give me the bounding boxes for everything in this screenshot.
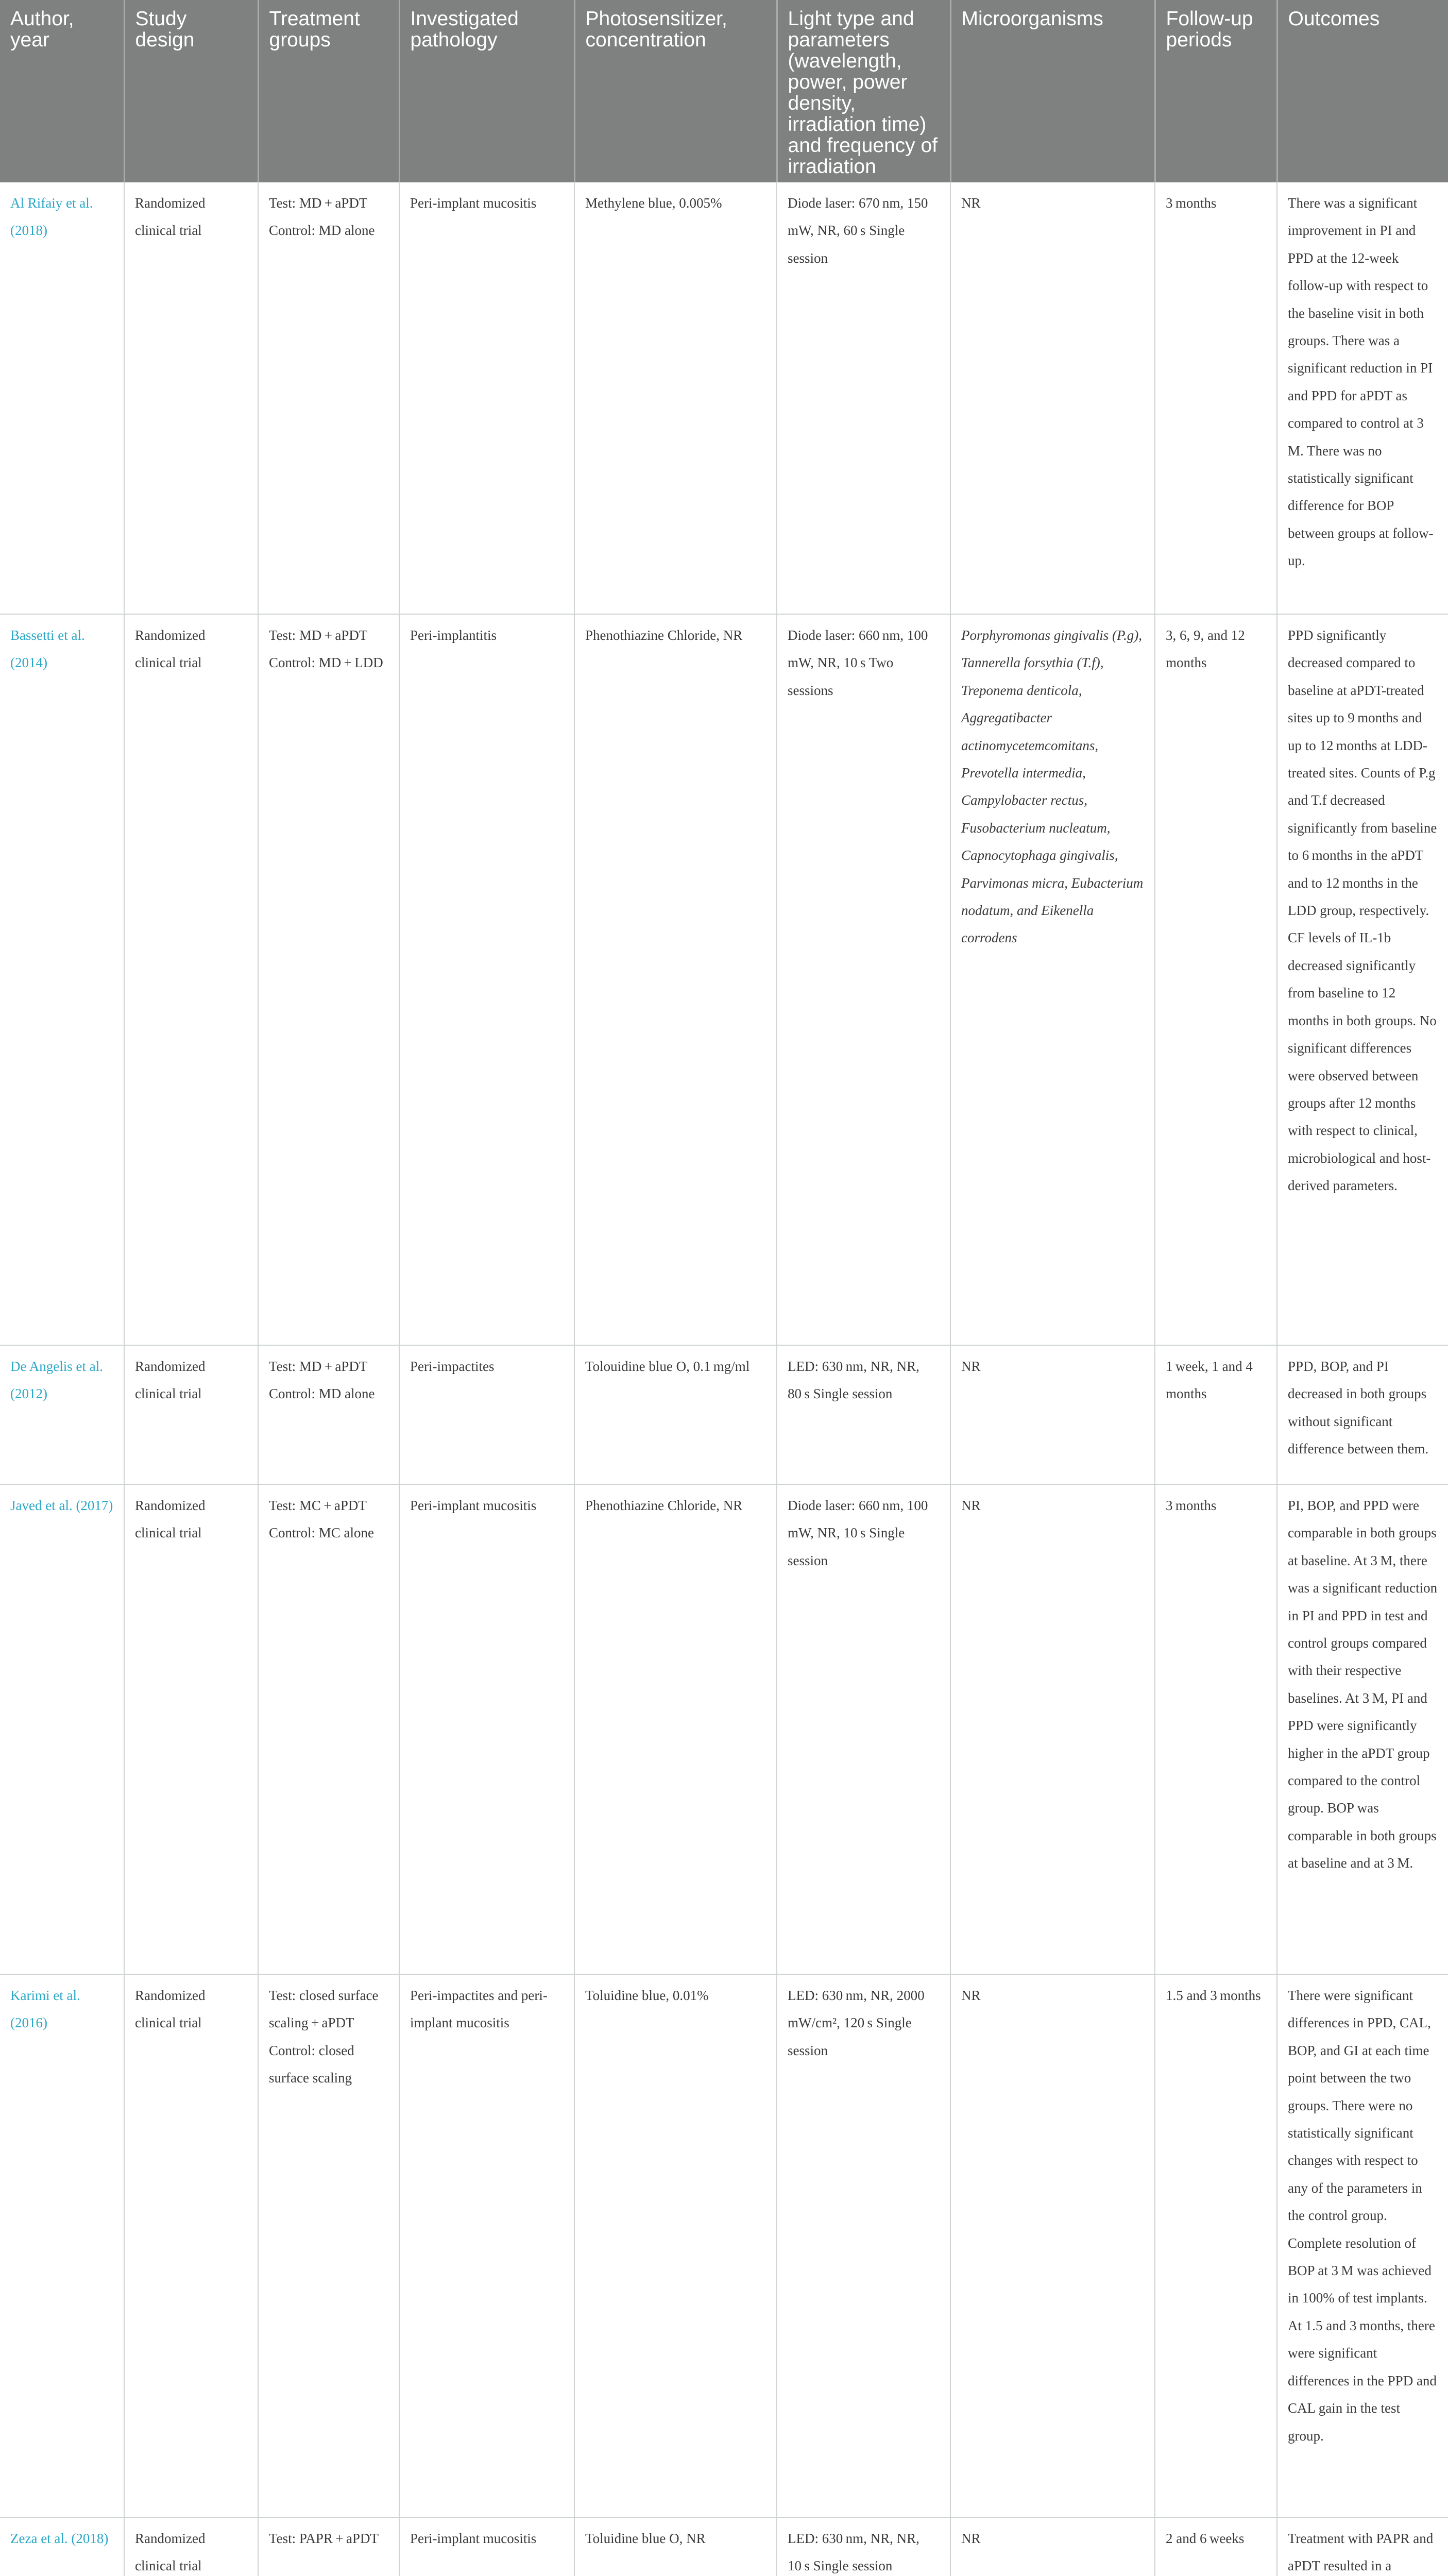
pathology-cell: Peri-impactites and peri-implant mucositis — [399, 1974, 574, 2517]
light-parameters-cell: Diode laser: 660 nm, 100 mW, NR, 10 s Two sessions — [777, 614, 950, 1345]
treatment-groups-cell — [258, 2517, 399, 2576]
col-header-author: Author, year — [0, 0, 124, 182]
author-link[interactable]: De Angelis et al. (2012) — [0, 1345, 124, 1484]
col-header-photosensitizer: Photosensitizer, concentration — [574, 0, 777, 182]
col-header-microorganisms: Microorganisms — [950, 0, 1155, 182]
follow-up-cell: 3 months — [1155, 1484, 1277, 1974]
outcomes-cell: There was a significant improvement in PI and PPD at the 12-week follow-up with respect to the baseline visit in both groups. There was a significant reduction in PI and PPD for aPDT as compared to control at 3 M. There was no statistically significant difference for BOP between groups at follow-up. — [1277, 182, 1448, 614]
follow-up-cell: 3, 6, 9, and 12 months — [1155, 614, 1277, 1345]
col-header-outcomes: Outcomes — [1277, 0, 1448, 182]
study-design-cell: Randomized clinical trial — [124, 1345, 258, 1484]
pathology-cell: Peri-implant mucositis — [399, 2517, 574, 2576]
pathology-cell: Peri-implantitis — [399, 614, 574, 1345]
treatment-control: Control: MD + LDD — [269, 655, 383, 671]
treatment-control: Control: MC alone — [269, 1525, 374, 1541]
follow-up-cell: 2 and 6 weeks — [1155, 2517, 1277, 2576]
author-link[interactable]: Al Rifaiy et al. (2018) — [0, 182, 124, 614]
author-link[interactable]: Zeza et al. (2018) — [0, 2517, 124, 2576]
light-parameters-cell: LED: 630 nm, NR, 2000 mW/cm², 120 s Single session — [777, 1974, 950, 2517]
col-header-light-parameters: Light type and parameters (wavelength, power, power density, irradiation time) and frequency of irradiation — [777, 0, 950, 182]
photosensitizer-cell: Toluidine blue O, NR — [574, 2517, 777, 2576]
microorganisms-cell: NR — [950, 1345, 1155, 1484]
treatment-control: Control: MD alone — [269, 1386, 375, 1402]
follow-up-cell: 1.5 and 3 months — [1155, 1974, 1277, 2517]
col-header-pathology: Investigated pathology — [399, 0, 574, 182]
study-design-cell: Randomized clinical trial — [124, 1484, 258, 1974]
table-row — [0, 614, 1448, 1345]
light-parameters-cell: LED: 630 nm, NR, NR, 10 s Single session — [777, 2517, 950, 2576]
follow-up-cell: 1 week, 1 and 4 months — [1155, 1345, 1277, 1484]
microorganisms-cell: NR — [950, 182, 1155, 614]
study-design-cell: Randomized clinical trial — [124, 1974, 258, 2517]
table-row — [0, 2517, 1448, 2576]
outcomes-cell: There were significant differences in PPD, CAL, BOP, and GI at each time point between the two groups. There were no statistically significant changes with respect to any of the parameters in the control group. Complete resolution of BOP at 3 M was achieved in 100% of test implants. At 1.5 and 3 months, there were significant differences in the PPD and CAL gain in the test group. — [1277, 1974, 1448, 2517]
study-design-cell: Randomized clinical trial — [124, 2517, 258, 2576]
photosensitizer-cell: Phenothiazine Chloride, NR — [574, 614, 777, 1345]
photosensitizer-cell: Tolouidine blue O, 0.1 mg/ml — [574, 1345, 777, 1484]
outcomes-cell: PPD significantly decreased compared to baseline at aPDT-treated sites up to 9 months and up to 12 months at LDD-treated sites. Counts of P.g and T.f decreased significantly from baseline to 6 months in the aPDT and to 12 months in the LDD group, respectively. CF levels of IL-1b decreased significantly from baseline to 12 months in both groups. No significant differences were observed between groups after 12 months with respect to clinical, microbiological and host-derived parameters. — [1277, 614, 1448, 1345]
photosensitizer-cell: Toluidine blue, 0.01% — [574, 1974, 777, 2517]
table-row — [0, 1974, 1448, 2517]
microorganisms-cell: NR — [950, 2517, 1155, 2576]
table-row — [0, 182, 1448, 614]
treatment-control: Control: MD alone — [269, 223, 375, 239]
study-design-cell: Randomized clinical trial — [124, 182, 258, 614]
treatment-test: Test: MD + aPDT — [269, 1359, 368, 1374]
treatment-groups-cell — [258, 614, 399, 1345]
outcomes-cell: PI, BOP, and PPD were comparable in both groups at baseline. At 3 M, there was a significant reduction in PI and PPD in test and control groups compared with their respective baselines. At 3 M, PI and PPD were significantly higher in the aPDT group compared to the control group. BOP was comparable in both groups at baseline and at 3 M. — [1277, 1484, 1448, 1974]
pathology-cell: Peri-impactites — [399, 1345, 574, 1484]
treatment-groups-cell — [258, 1484, 399, 1974]
treatment-test: Test: MD + aPDT — [269, 195, 368, 211]
col-header-study-design: Study design — [124, 0, 258, 182]
microorganisms-cell: NR — [950, 1484, 1155, 1974]
outcomes-cell: Treatment with PAPR and aPDT resulted in a — [1277, 2517, 1448, 2576]
pathology-cell: Peri-implant mucositis — [399, 1484, 574, 1974]
author-link[interactable]: Bassetti et al. (2014) — [0, 614, 124, 1345]
study-design-cell: Randomized clinical trial — [124, 614, 258, 1345]
table-row — [0, 1484, 1448, 1974]
photosensitizer-cell: Methylene blue, 0.005% — [574, 182, 777, 614]
pathology-cell: Peri-implant mucositis — [399, 182, 574, 614]
treatment-groups-cell — [258, 182, 399, 614]
treatment-test: Test: MC + aPDT — [269, 1498, 367, 1513]
light-parameters-cell: LED: 630 nm, NR, NR, 80 s Single session — [777, 1345, 950, 1484]
treatment-groups-cell — [258, 1974, 399, 2517]
light-parameters-cell: Diode laser: 670 nm, 150 mW, NR, 60 s Single session — [777, 182, 950, 614]
photosensitizer-cell: Phenothiazine Chloride, NR — [574, 1484, 777, 1974]
author-link[interactable]: Javed et al. (2017) — [0, 1484, 124, 1974]
follow-up-cell: 3 months — [1155, 182, 1277, 614]
light-parameters-cell: Diode laser: 660 nm, 100 mW, NR, 10 s Single session — [777, 1484, 950, 1974]
microorganisms-cell: Porphyromonas gingivalis (P.g), Tannerella forsythia (T.f), Treponema denticola, Aggregatibacter actinomycetemcomitans, Prevotella intermedia, Campylobacter rectus, Fusobacterium nucleatum, Capnocytophaga gingivalis, Parvimonas micra, Eubacterium nodatum, and Eikenella corrodens — [950, 614, 1155, 1345]
treatment-control: Control: closed surface scaling — [269, 2042, 354, 2086]
col-header-follow-up: Follow-up periods — [1155, 0, 1277, 182]
treatment-test: Test: closed surface scaling + aPDT — [269, 1988, 379, 2031]
treatment-groups-cell — [258, 1345, 399, 1484]
header-row — [0, 0, 1448, 182]
microorganisms-cell: NR — [950, 1974, 1155, 2517]
table-row — [0, 1345, 1448, 1484]
col-header-treatment-groups: Treatment groups — [258, 0, 399, 182]
treatment-test: Test: PAPR + aPDT — [269, 2531, 379, 2546]
outcomes-cell: PPD, BOP, and PI decreased in both groups without significant difference between them. — [1277, 1345, 1448, 1484]
author-link[interactable]: Karimi et al. (2016) — [0, 1974, 124, 2517]
treatment-test: Test: MD + aPDT — [269, 628, 368, 643]
